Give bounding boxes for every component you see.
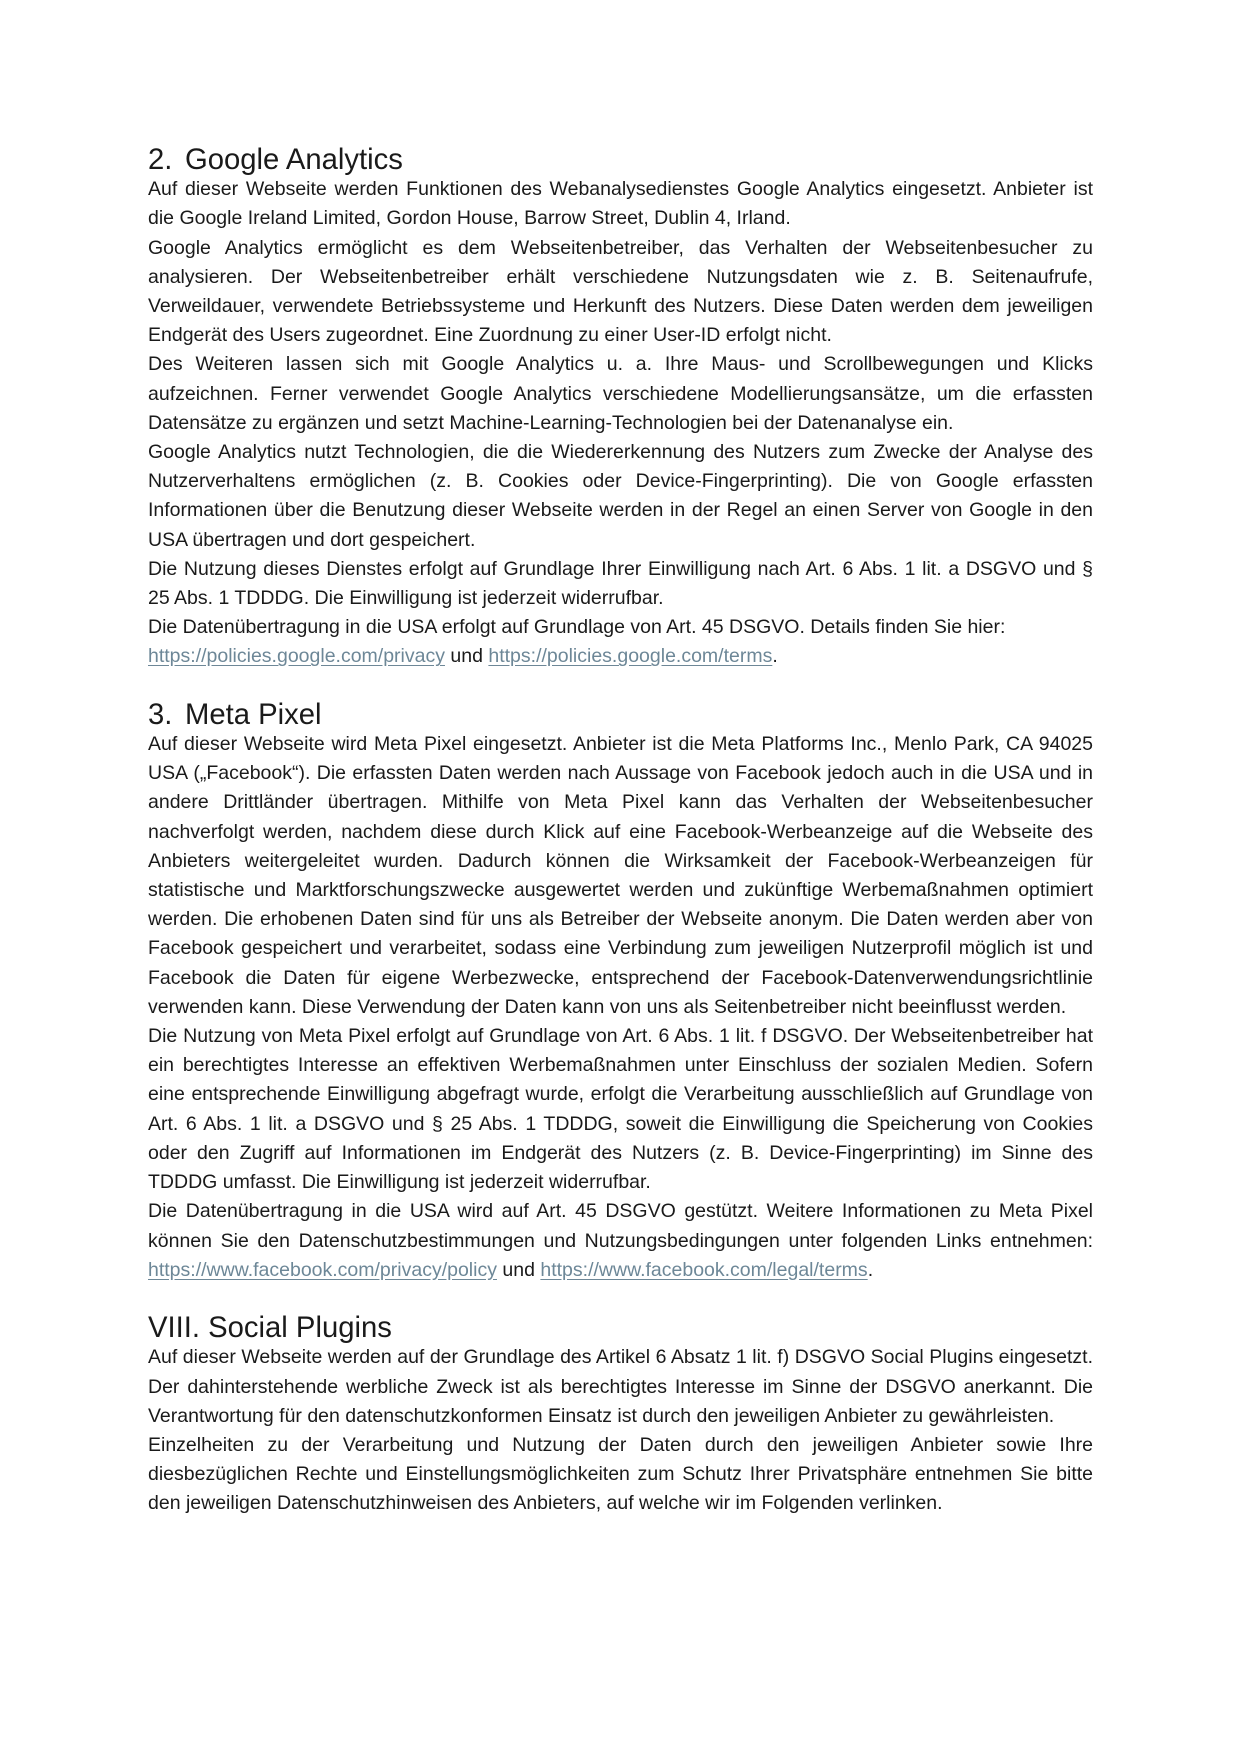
section-meta-pixel bbox=[148, 698, 1093, 1285]
section-heading: VIII. Social Plugins bbox=[148, 1312, 392, 1345]
section-title: Google Analytics bbox=[185, 144, 403, 176]
links-paragraph bbox=[148, 1197, 1093, 1285]
facebook-privacy-link[interactable]: https://www.facebook.com/privacy/policy bbox=[148, 1258, 497, 1281]
paragraph: Auf dieser Webseite werden Funktionen des Webanalysedienstes Google Analytics eingesetzt. Anbieter ist die Google Ireland Limited, Gordon House, Barrow Street, Dublin 4, Irland. bbox=[148, 178, 1093, 230]
section-heading bbox=[148, 698, 1093, 731]
document-page bbox=[148, 146, 1093, 1519]
paragraph: Auf dieser Webseite werden auf der Grundlage des Artikel 6 Absatz 1 lit. f) DSGVO Social Plugins eingesetzt. Der dahinterstehende werbliche Zweck ist als berechtigtes Interesse im Sinne der DSGVO anerkannt. Die Verantwortung für den datenschutzkonformen Einsatz ist durch den jeweiligen Anbieter zu gewährleisten. bbox=[148, 1346, 1093, 1427]
section-number: 2. bbox=[148, 144, 173, 176]
paragraph: Die Nutzung dieses Dienstes erfolgt auf Grundlage Ihrer Einwilligung nach Art. 6 Abs. 1 lit. a DSGVO und § 25 Abs. 1 TDDDG. Die Einwilligung ist jederzeit widerrufbar. bbox=[148, 557, 1093, 610]
link-period: . bbox=[772, 645, 778, 668]
link-joiner: und bbox=[502, 1258, 535, 1281]
facebook-terms-link[interactable]: https://www.facebook.com/legal/terms bbox=[540, 1258, 868, 1281]
link-period: . bbox=[867, 1258, 874, 1281]
section-social-plugins bbox=[148, 1314, 1093, 1518]
section-heading bbox=[148, 146, 1093, 175]
links-paragraph-text: Die Datenübertragung in die USA wird auf Art. 45 DSGVO gestützt. Weitere Informationen zu Meta Pixel können Sie den Datenschutzbestimmungen und Nutzungsbedingungen unter folgenden Links entnehmen: bbox=[148, 1200, 1093, 1252]
paragraph: Einzelheiten zu der Verarbeitung und Nutzung der Daten durch den jeweiligen Anbieter sowie Ihre diesbezüglichen Rechte und Einstellungsmöglichkeiten zum Schutz Ihrer Privatsphäre entnehmen Sie bitte den jeweiligen Datenschutzhinweisen des Anbieters, auf welche wir im Folgenden verlinken. bbox=[148, 1433, 1093, 1515]
section-spacer bbox=[148, 1285, 1093, 1314]
section-title: Meta Pixel bbox=[185, 698, 322, 731]
paragraph: Des Weiteren lassen sich mit Google Analytics u. a. Ihre Maus- und Scrollbewegungen und Klicks aufzeichnen. Ferner verwendet Google Analytics verschiedene Modellierungsansätze, um die erfassten Datensätze zu ergänzen und setzt Machine-Learning-Technologien bei der Datenanalyse ein. bbox=[148, 353, 1093, 434]
paragraph: Auf dieser Webseite wird Meta Pixel eingesetzt. Anbieter ist die Meta Platforms Inc., Menlo Park, CA 94025 USA („Facebook“). Die erfassten Daten werden nach Aussage von Facebook jedoch auch in die USA und in andere Drittländer übertragen. Mithilfe von Meta Pixel kann das Verhalten der Webseitenbesucher nachverfolgt werden, nachdem diese durch Klick auf eine Facebook-Werbeanzeige auf die Webseite des Anbieters weitergeleitet wurden. Dadurch können die Wirksamkeit der Facebook-Werbeanzeigen für statistische und Marktforschungszwecke ausgewertet werden und zukünftige Werbemaßnahmen optimiert werden. Die erhobenen Daten sind für uns als Betreiber der Webseite anonym. Die Daten werden aber von Facebook gespeichert und verarbeitet, sodass eine Verbindung zum jeweiligen Nutzerprofil möglich ist und Facebook die Daten für eigene Werbezwecke, entsprechend der Facebook-Datenverwendungsrichtlinie verwenden kann. Diese Verwendung der Daten kann von uns als Seitenbetreiber nicht beeinflusst werden. bbox=[148, 733, 1093, 1018]
google-terms-link[interactable]: https://policies.google.com/terms bbox=[488, 645, 773, 668]
section-spacer bbox=[148, 672, 1093, 701]
link-joiner: und bbox=[450, 645, 483, 668]
section-google-analytics bbox=[148, 146, 1093, 672]
google-privacy-link[interactable]: https://policies.google.com/privacy bbox=[148, 645, 445, 668]
links-paragraph bbox=[148, 613, 1093, 671]
links-paragraph-text: Die Datenübertragung in die USA erfolgt auf Grundlage von Art. 45 DSGVO. Details finden Sie hier: bbox=[148, 616, 1006, 639]
section-number: 3. bbox=[148, 698, 173, 731]
paragraph: Die Nutzung von Meta Pixel erfolgt auf Grundlage von Art. 6 Abs. 1 lit. f DSGVO. Der Webseitenbetreiber hat ein berechtigtes Interesse an effektiven Werbemaßnahmen unter Einschluss der sozialen Medien. Sofern eine entsprechende Einwilligung abgefragt wurde, erfolgt die Verarbeitung ausschließlich auf Grundlage von Art. 6 Abs. 1 lit. a DSGVO und § 25 Abs. 1 TDDDG, soweit die Einwilligung die Speicherung von Cookies oder den Zugriff auf Informationen im Endgerät des Nutzers (z. B. Device-Fingerprinting) im Sinne des TDDDG umfasst. Die Einwilligung ist jederzeit widerrufbar. bbox=[148, 1025, 1093, 1194]
paragraph: Google Analytics ermöglicht es dem Webseitenbetreiber, das Verhalten der Webseitenbesucher zu analysieren. Der Webseitenbetreiber erhält verschiedene Nutzungsdaten wie z. B. Seitenaufrufe, Verweildauer, verwendete Betriebssysteme und Herkunft des Nutzers. Diese Daten werden dem jeweiligen Endgerät des Users zugeordnet. Eine Zuordnung zu einer User-ID erfolgt nicht. bbox=[148, 236, 1093, 347]
paragraph: Google Analytics nutzt Technologien, die die Wiedererkennung des Nutzers zum Zwecke der Analyse des Nutzerverhaltens ermöglichen (z. B. Cookies oder Device-Fingerprinting). Die von Google erfassten Informationen über die Benutzung dieser Webseite werden in der Regel an einen Server von Google in den USA übertragen und dort gespeichert. bbox=[148, 441, 1093, 551]
